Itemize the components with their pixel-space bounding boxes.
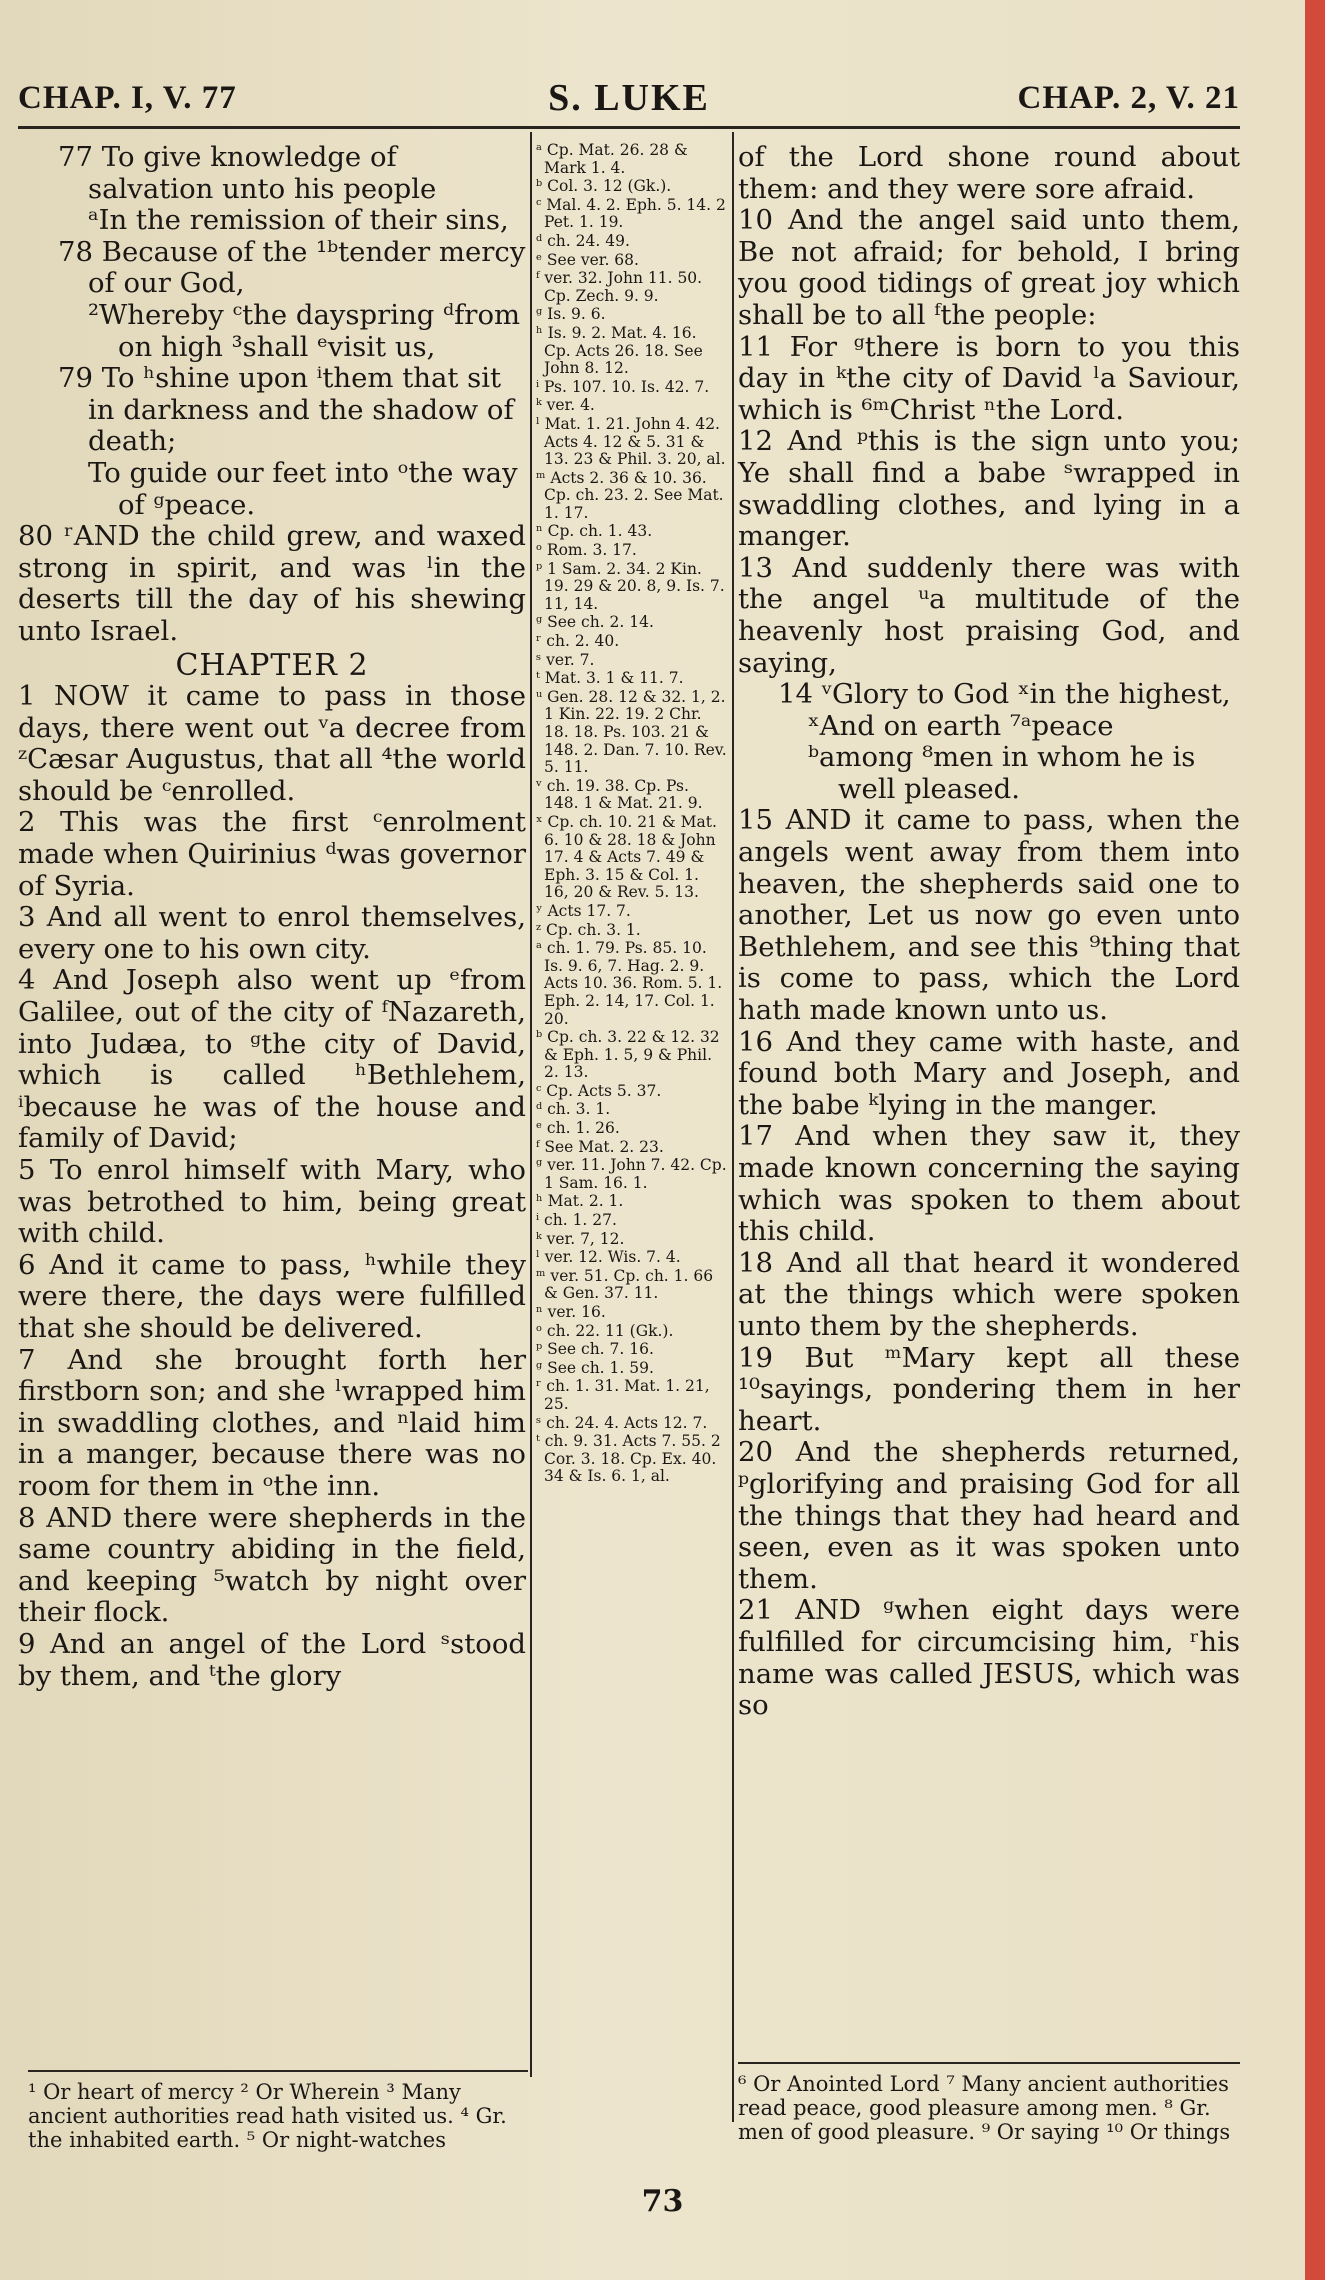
cross-reference: ᵛ ch. 19. 38. Cp. Ps. 148. 1 & Mat. 21. 9. bbox=[536, 776, 703, 813]
cross-reference: ˡ ver. 12. Wis. 7. 4. bbox=[536, 1248, 681, 1267]
cross-reference: ʳ ch. 2. 40. bbox=[536, 632, 620, 651]
cross-reference: ᵃ Cp. Mat. 26. 28 & Mark 1. 4. bbox=[536, 141, 688, 177]
cross-reference: ᶜ Cp. Acts 5. 37. bbox=[536, 1081, 662, 1100]
footnotes-right: ⁶ Or Anointed Lord ⁷ Many ancient authorities read peace, good pleasure among men. ⁸ Gr. men of good pleasure. ⁹ Or saying ¹⁰ Or things bbox=[738, 2062, 1240, 2144]
left-poetry-line: To guide our feet into ᵒthe way of ᵍpeace. bbox=[88, 456, 518, 521]
cross-reference: ᵈ ch. 24. 49. bbox=[536, 231, 630, 250]
right-verse: 19 But ᵐMary kept all these ¹⁰sayings, pondering them in her heart. bbox=[738, 1341, 1240, 1437]
right-poetry-line: ˣAnd on earth ⁷ᵃpeace bbox=[808, 709, 1114, 742]
right-verse: 21 AND ᵍwhen eight days were fulfilled for circumcising him, ʳhis name was called JESUS, which was so bbox=[738, 1594, 1240, 1722]
cross-reference: ˣ Cp. ch. 10. 21 & Mat. 6. 10 & 28. 18 & John 17. 4 & Acts 7. 49 & Eph. 3. 15 & Col. 1. 16, 20 & Rev. 5. 13. bbox=[536, 812, 717, 902]
left-text-column bbox=[18, 142, 526, 1692]
cross-reference: ᵃ ch. 1. 79. Ps. 85. 10. Is. 9. 6, 7. Hag. 2. 9. Acts 10. 36. Rom. 5. 1. Eph. 2. 14, 17. Col. 1. 20. bbox=[536, 939, 723, 1028]
cross-reference: ᵖ 1 Sam. 2. 34. 2 Kin. 19. 29 & 20. 8, 9. Is. 7. 11, 14. bbox=[536, 559, 725, 613]
right-text-column bbox=[738, 142, 1240, 1722]
left-verse: 9 And an angel of the Lord ˢstood by them, and ᵗthe glory bbox=[18, 1627, 526, 1692]
cross-reference: ˢ ch. 24. 4. Acts 12. 7. bbox=[536, 1413, 708, 1432]
cross-reference: ᶻ Cp. ch. 3. 1. bbox=[536, 920, 641, 939]
header-left: CHAP. I, V. 77 bbox=[18, 80, 237, 116]
cross-reference: ⁿ ver. 16. bbox=[536, 1303, 606, 1321]
cross-reference: ᵍ Is. 9. 6. bbox=[536, 305, 606, 324]
right-verse: 13 And suddenly there was with the angel ᵘa multitude of the heavenly host praising God, and saying, bbox=[738, 551, 1240, 679]
left-poetry-line: 79 To ʰshine upon ⁱthem that sit in darkness and the shadow of death; bbox=[58, 362, 514, 458]
cross-reference: ᵐ ver. 51. Cp. ch. 1. 66 & Gen. 37. 11. bbox=[536, 1266, 714, 1303]
cross-reference: ᵉ ch. 1. 26. bbox=[536, 1119, 620, 1138]
running-header bbox=[18, 76, 1240, 129]
right-poetry-line: ᵇamong ⁸men in whom he is well pleased. bbox=[808, 741, 1196, 805]
page-edge bbox=[1305, 0, 1325, 2280]
cross-reference: ᵍ See ch. 1. 59. bbox=[536, 1358, 654, 1377]
right-verse: 18 And all that heard it wondered at the things which were spoken unto them by the shepherds. bbox=[738, 1246, 1240, 1342]
cross-reference: ᵒ ch. 22. 11 (Gk.). bbox=[536, 1321, 674, 1340]
cross-reference: ⁱ ch. 1. 27. bbox=[536, 1211, 617, 1230]
right-verse: 20 And the shepherds returned, ᵖglorifying and praising God for all the things that they had heard and seen, even as it was spoken unto them. bbox=[738, 1436, 1240, 1595]
cross-reference-column bbox=[536, 142, 728, 1487]
left-poetry-line: ᵃIn the remission of their sins, bbox=[88, 204, 509, 237]
cross-reference: ᵖ See ch. 7. 16. bbox=[536, 1340, 654, 1359]
left-verse: 2 This was the first ᶜenrolment made when Quirinius ᵈwas governor of Syria. bbox=[18, 806, 526, 902]
cross-reference: ˢ ver. 7. bbox=[536, 650, 595, 669]
cross-reference: ʰ Is. 9. 2. Mat. 4. 16. Cp. Acts 26. 18. See John 8. 12. bbox=[536, 323, 703, 378]
right-poetry-line: 14 ᵛGlory to God ˣin the highest, bbox=[778, 678, 1231, 711]
cross-reference: ⁱ Ps. 107. 10. Is. 42. 7. bbox=[536, 377, 710, 396]
right-verse: 10 And the angel said unto them, Be not afraid; for behold, I bring you good tidings of great joy which shall be to all ᶠthe people: bbox=[738, 204, 1240, 331]
column-rule-left bbox=[530, 132, 532, 2077]
left-verse: 1 NOW it came to pass in those days, there went out ᵛa decree from ᶻCæsar Augustus, that all ⁴the world should be ᶜenrolled. bbox=[18, 680, 526, 807]
right-verse: 12 And ᵖthis is the sign unto you; Ye shall find a babe ˢwrapped in swaddling clothes, and lying in a manger. bbox=[738, 425, 1240, 553]
left-poetry-line: 78 Because of the ¹ᵇtender mercy of our God, bbox=[58, 235, 526, 300]
cross-reference: ᵈ ch. 3. 1. bbox=[536, 1100, 611, 1119]
left-verse: 8 AND there were shepherds in the same country abiding in the field, and keeping ⁵watch by night over their flock. bbox=[18, 1501, 526, 1629]
cross-reference: ʸ Acts 17. 7. bbox=[536, 901, 631, 920]
right-verse: 16 And they came with haste, and found both Mary and Joseph, and the babe ᵏlying in the manger. bbox=[738, 1025, 1240, 1121]
cross-reference: ᵇ Col. 3. 12 (Gk.). bbox=[536, 177, 672, 196]
cross-reference: ᵘ Gen. 28. 12 & 32. 1, 2. 1 Kin. 22. 19. 2 Chr. 18. 18. Ps. 103. 21 & 148. 2. Dan. 7. 10. Rev. 5. 11. bbox=[536, 687, 727, 777]
right-verse: 15 AND it came to pass, when the angels went away from them into heaven, the shepherds said one to another, Let us now go even unto Bethlehem, and see this ⁹thing that is come to pass, which the Lord hath made known unto us. bbox=[738, 804, 1240, 1027]
footnotes-left: ¹ Or heart of mercy ² Or Wherein ³ Many ancient authorities read hath visited us. ⁴ Gr. the inhabited earth. ⁵ Or night-watches bbox=[28, 2070, 528, 2152]
cross-reference: ᵒ Rom. 3. 17. bbox=[536, 541, 637, 560]
page-number: 73 bbox=[641, 2184, 684, 2219]
cross-reference: ᵏ ver. 4. bbox=[536, 396, 595, 415]
left-verse: 7 And she brought forth her firstborn son; and she ˡwrapped him in swaddling clothes, and ⁿlaid him in a manger, because there was no room for them in ᵒthe inn. bbox=[18, 1343, 526, 1502]
cross-reference: ᶠ ver. 32. John 11. 50. Cp. Zech. 9. 9. bbox=[536, 269, 703, 305]
cross-reference: ᵐ Acts 2. 36 & 10. 36. Cp. ch. 23. 2. See Mat. 1. 17. bbox=[536, 468, 724, 522]
left-verse: 4 And Joseph also went up ᵉfrom Galilee, out of the city of ᶠNazareth, into Judæa, to ᵍthe city of David, which is called ʰBethlehem, ⁱbecause he was of the house and family of David; bbox=[18, 964, 526, 1155]
cross-reference: ᵉ See ver. 68. bbox=[536, 250, 639, 269]
right-verse: 11 For ᵍthere is born to you this day in ᵏthe city of David ˡa Saviour, which is ⁶ᵐChrist ⁿthe Lord. bbox=[738, 330, 1240, 426]
cross-reference: ᵗ Mat. 3. 1 & 11. 7. bbox=[536, 669, 684, 688]
cross-reference: ⁿ Cp. ch. 1. 43. bbox=[536, 522, 653, 541]
left-poetry-line: ²Whereby ᶜthe dayspring ᵈfrom on high ³shall ᵉvisit us, bbox=[88, 298, 521, 363]
left-verse: 80 ʳAND the child grew, and waxed strong in spirit, and was ˡin the deserts till the day of his shewing unto Israel. bbox=[18, 520, 526, 647]
cross-reference: ᵗ ch. 9. 31. Acts 7. 55. 2 Cor. 3. 18. Cp. Ex. 40. 34 & Is. 6. 1, al. bbox=[536, 1432, 721, 1486]
cross-reference: ʳ ch. 1. 31. Mat. 1. 21, 25. bbox=[536, 1377, 710, 1413]
right-verse: 17 And when they saw it, they made known concerning the saying which was spoken to them about this child. bbox=[738, 1120, 1240, 1248]
header-book-title: S. LUKE bbox=[548, 77, 710, 119]
cross-reference: ᶜ Mal. 4. 2. Eph. 5. 14. 2 Pet. 1. 19. bbox=[536, 195, 726, 232]
cross-reference: ᵍ ver. 11. John 7. 42. Cp. 1 Sam. 16. 1. bbox=[536, 1156, 727, 1192]
header-right: CHAP. 2, V. 21 bbox=[1017, 80, 1240, 116]
right-verse: of the Lord shone round about them: and they were sore afraid. bbox=[738, 141, 1240, 205]
chapter-heading: CHAPTER 2 bbox=[175, 647, 369, 683]
left-poetry-line: 77 To give knowledge of salvation unto his people bbox=[58, 141, 437, 205]
left-verse: 6 And it came to pass, ʰwhile they were there, the days were fulfilled that she should be delivered. bbox=[18, 1248, 526, 1344]
left-verse: 5 To enrol himself with Mary, who was betrothed to him, being great with child. bbox=[18, 1154, 526, 1250]
cross-reference: ʰ Mat. 2. 1. bbox=[536, 1192, 624, 1211]
left-verse: 3 And all went to enrol themselves, every one to his own city. bbox=[18, 901, 526, 965]
cross-reference: ᵇ Cp. ch. 3. 22 & 12. 32 & Eph. 1. 5, 9 & Phil. 2. 13. bbox=[536, 1028, 720, 1082]
cross-reference: ᵏ ver. 7, 12. bbox=[536, 1229, 625, 1248]
column-rule-right bbox=[732, 132, 734, 2122]
cross-reference: ˡ Mat. 1. 21. John 4. 42. Acts 4. 12 & 5. 31 & 13. 23 & Phil. 3. 20, al. bbox=[536, 414, 726, 469]
cross-reference: ᵍ See ch. 2. 14. bbox=[536, 613, 654, 632]
cross-reference: ᶠ See Mat. 2. 23. bbox=[536, 1137, 664, 1156]
